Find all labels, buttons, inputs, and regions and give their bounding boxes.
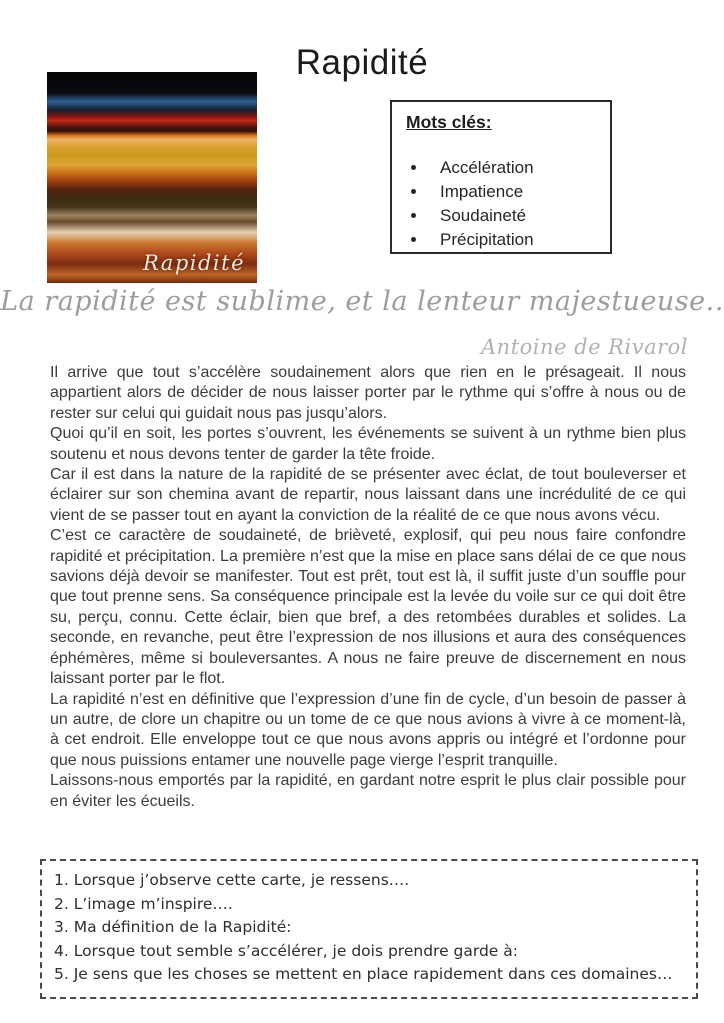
- questions-box: [40, 859, 698, 999]
- paragraph: C’est ce caractère de soudaineté, de brièveté, explosif, qui peu nous faire confondre rapidité et précipitation. La première n’est que la mise en place sans délai de ce que nous savions déjà devoir se manifester. Tout est prêt, tout est là, il suffit juste d’un souffle pour que tout prenne sens. Sa conséquence principale est la levée du voile sur ce qui doit être su, perçu, connu. Cette éclair, bien que bref, a des retombées durables et solides. La seconde, en revanche, peut être l’expression de nos illusions et aura des conséquences éphémères, même si bouleversantes. A nous ne faire preuve de discernement en nous laissant porter par le flot.: [50, 527, 686, 688]
- body-text: [50, 363, 686, 812]
- question-item: 2. L’image m’inspire….: [54, 894, 233, 913]
- question-item: 5. Je sens que les choses se mettent en place rapidement dans ces domaines…: [54, 965, 673, 983]
- card-image: [47, 72, 257, 283]
- paragraph: La rapidité n’est en définitive que l’expression d’une fin de cycle, d’un besoin de passer à un autre, de clore un chapitre ou un tome de ce que nous avions à vivre à ce moment-là, à cet endroit. Elle enveloppe tout ce que nous avons appris ou intégré et l’ordonne pour que nous puissions entamer une nouvelle page vierge l’esprit tranquille.: [50, 690, 686, 769]
- keywords-list: [414, 157, 596, 250]
- keyword-item: • Impatience: [428, 181, 596, 202]
- keyword-item: • Soudaineté: [428, 205, 596, 226]
- image-caption: Rapidité: [143, 251, 245, 275]
- question-item: 3. Ma définition de la Rapidité:: [54, 918, 292, 936]
- paragraph: Quoi qu’il en soit, les portes s’ouvrent, les événements se suivent à un rythme bien plus soutenu et nous devons tenter de garder la tête froide.: [50, 425, 686, 463]
- quote-author: Antoine de Rivarol: [481, 335, 688, 359]
- quote-text: La rapidité est sublime, et la lenteur majestueuse..: [0, 286, 724, 317]
- keyword-item: • Précipitation: [428, 229, 596, 250]
- paragraph: Il arrive que tout s’accélère soudainement alors que rien en le présageait. Il nous appartient alors de décider de nous laisser porter par le rythme qui s’offre à nous ou de rester sur celui qui guidait nous pas jusqu’alors.: [50, 364, 686, 422]
- keywords-box: [390, 100, 612, 254]
- keyword-item: • Accélération: [428, 157, 596, 178]
- keywords-title: Mots clés:: [406, 112, 492, 132]
- paragraph: Car il est dans la nature de la rapidité de se présenter avec éclat, de tout bouleverser et éclairer sur son chemina avant de repartir, nous laissant dans une incrédulité de ce qui vient de se passer tout en ayant la conviction de la réalité de ce que nous avons vécu.: [50, 466, 686, 524]
- question-item: 1. Lorsque j’observe cette carte, je ressens….: [54, 871, 410, 889]
- page-title: Rapidité: [295, 43, 429, 83]
- paragraph: Laissons-nous emportés par la rapidité, en gardant notre esprit le plus clair possible pour en éviter les écueils.: [50, 772, 686, 810]
- question-item: 4. Lorsque tout semble s’accélérer, je dois prendre garde à:: [54, 941, 518, 960]
